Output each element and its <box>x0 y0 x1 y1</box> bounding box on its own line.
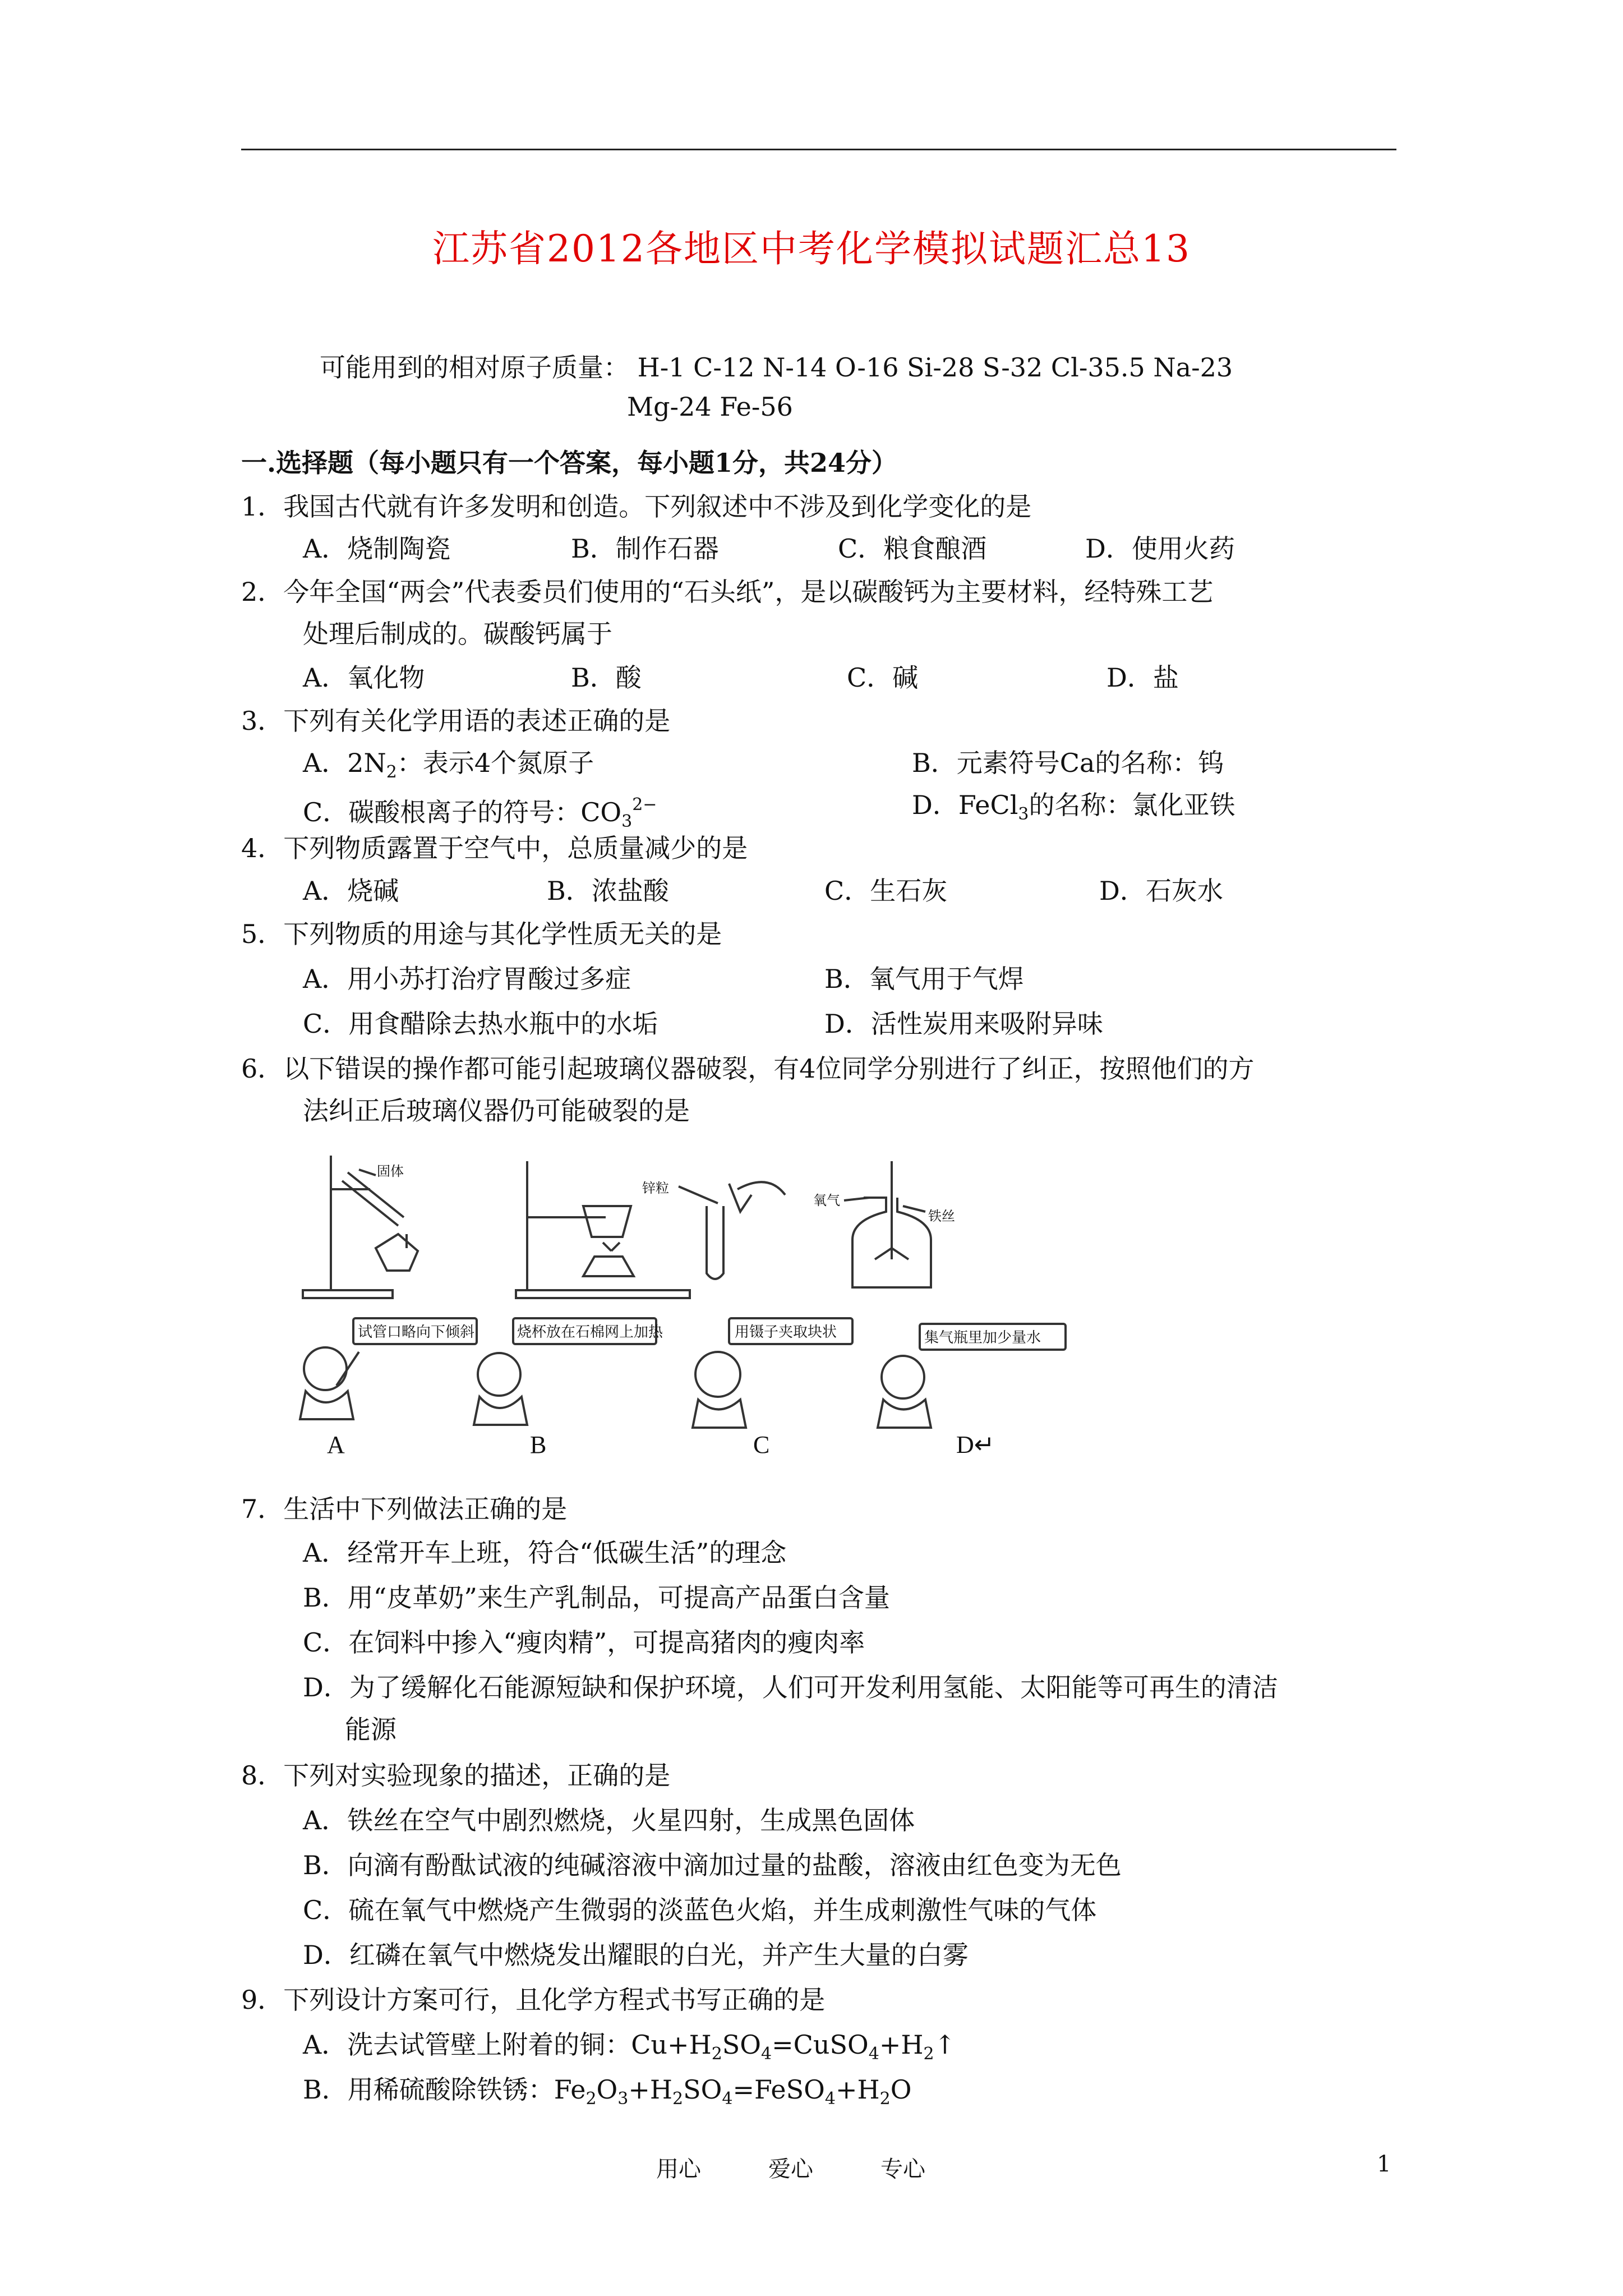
q1-option-d: D．使用火药 <box>1085 533 1235 564</box>
q9-option-b: B．用稀硫酸除铁锈：$Fe_2O_3+H_2SO_4=FeSO_4+H_2O$ <box>303 2074 912 2109</box>
figure-label-c: C <box>753 1431 770 1458</box>
q7-stem: 7．生活中下列做法正确的是 <box>241 1494 568 1524</box>
figure-label-b: B <box>530 1431 547 1458</box>
student-a <box>300 1347 359 1419</box>
q7-option-c: C．在饲料中掺入“瘦肉精”，可提高猪肉的瘦肉率 <box>303 1627 865 1658</box>
bubble-a-text: 试管口略向下倾斜 <box>358 1324 475 1341</box>
q8-stem: 8．下列对实验现象的描述，正确的是 <box>241 1760 671 1791</box>
q3-option-c: C．碳酸根离子的符号：$CO_3^{2-}$ <box>303 795 657 831</box>
q1-option-c: C．粮食酿酒 <box>838 533 987 564</box>
q7-option-d-2: 能源 <box>345 1714 396 1745</box>
apparatus-d <box>844 1161 931 1287</box>
page-number: 1 <box>1377 2151 1391 2177</box>
q2-option-d: D．盐 <box>1106 662 1179 693</box>
bubble-b-text: 烧杯放在石棉网上加热 <box>517 1324 663 1341</box>
q7-option-a: A．经常开车上班，符合“低碳生活”的理念 <box>303 1538 787 1568</box>
atomic-mass-values-1: H-1 C-12 N-14 O-16 Si-28 S-32 Cl-35.5 Na-23 <box>637 352 1233 383</box>
q1-option-a: A．烧制陶瓷 <box>303 533 451 564</box>
q7-option-b: B．用“皮革奶”来生产乳制品，可提高产品蛋白含量 <box>303 1582 890 1613</box>
q4-option-b: B．浓盐酸 <box>547 876 669 906</box>
q1-option-b: B．制作石器 <box>571 533 719 564</box>
tag-a: 固体 <box>377 1163 404 1179</box>
q2-option-b: B．酸 <box>571 662 642 693</box>
q6-stem-1: 6．以下错误的操作都可能引起玻璃仪器破裂，有4位同学分别进行了纠正，按照他们的方 <box>241 1053 1255 1084</box>
q2-option-c: C．碱 <box>847 662 919 693</box>
bubble-d-text: 集气瓶里加少量水 <box>924 1329 1041 1346</box>
page-title: 江苏省2012各地区中考化学模拟试题汇总13 <box>432 227 1191 270</box>
atomic-mass-label <box>320 351 1233 384</box>
q2-option-a: A．氧化物 <box>303 662 425 693</box>
bubble-c-text: 用镊子夹取块状 <box>735 1324 837 1341</box>
q2-stem-2: 处理后制成的。碳酸钙属于 <box>303 619 612 649</box>
q4-option-a: A．烧碱 <box>303 876 399 906</box>
student-c <box>693 1352 746 1428</box>
q8-option-a: A．铁丝在空气中剧烈燃烧，火星四射，生成黑色固体 <box>303 1805 915 1835</box>
q8-option-b: B．向滴有酚酞试液的纯碱溶液中滴加过量的盐酸，溶液由红色变为无色 <box>303 1850 1122 1880</box>
tag-c: 锌粒 <box>642 1180 669 1196</box>
q8-option-c: C．硫在氧气中燃烧产生微弱的淡蓝色火焰，并生成刺激性气味的气体 <box>303 1895 1097 1925</box>
apparatus-c <box>679 1182 785 1279</box>
q5-option-c: C．用食醋除去热水瓶中的水垢 <box>303 1009 658 1039</box>
tag-d-wire: 铁丝 <box>928 1208 955 1224</box>
q4-stem: 4．下列物质露置于空气中，总质量减少的是 <box>241 833 748 863</box>
q9-stem: 9．下列设计方案可行，且化学方程式书写正确的是 <box>241 1985 826 2015</box>
q8-option-d: D．红磷在氧气中燃烧发出耀眼的白光，并产生大量的白雾 <box>303 1940 969 1970</box>
atomic-mass-values-2: Mg-24 Fe-56 <box>627 392 793 422</box>
lab-operations-figure <box>292 1150 1144 1464</box>
header-rule <box>241 149 1396 150</box>
q3-option-d: D．FeCl$_3$的名称：氯化亚铁 <box>912 790 1235 824</box>
student-b <box>474 1353 527 1425</box>
student-d <box>878 1356 931 1428</box>
footer-word-2: 爱心 <box>768 2156 813 2182</box>
q7-option-d-1: D．为了缓解化石能源短缺和保护环境，人们可开发利用氢能、太阳能等可再生的清洁 <box>303 1672 1278 1703</box>
section-heading: 一.选择题（每小题只有一个答案，每小题1分，共24分） <box>241 448 898 478</box>
q3-option-b: B．元素符号Ca的名称：钨 <box>912 748 1224 778</box>
q4-option-c: C．生石灰 <box>824 876 948 906</box>
footer-word-1: 用心 <box>656 2156 701 2182</box>
figure-label-d: D↵ <box>956 1431 995 1458</box>
lab-operations-drawing <box>292 1150 1144 1464</box>
q5-option-d: D．活性炭用来吸附异味 <box>824 1009 1103 1039</box>
q9-option-a: A．洗去试管壁上附着的铜：$Cu+H_2SO_4=CuSO_4+H_2↑$ <box>303 2030 956 2064</box>
q1-stem: 1．我国古代就有许多发明和创造。下列叙述中不涉及到化学变化的是 <box>241 491 1032 522</box>
q6-stem-2: 法纠正后玻璃仪器仍可能破裂的是 <box>303 1096 690 1126</box>
tag-d-oxygen: 氧气 <box>813 1193 840 1208</box>
q3-stem: 3．下列有关化学用语的表述正确的是 <box>241 706 671 736</box>
q5-option-a: A．用小苏打治疗胃酸过多症 <box>303 964 631 994</box>
q2-stem-1: 2．今年全国“两会”代表委员们使用的“石头纸”，是以碳酸钙为主要材料，经特殊工艺 <box>241 577 1214 607</box>
atomic-mass-prefix: 可能用到的相对原子质量： <box>320 352 629 383</box>
q5-stem: 5．下列物质的用途与其化学性质无关的是 <box>241 919 722 949</box>
q3-option-a: A．$2N_2$：表示4个氮原子 <box>303 748 594 782</box>
q4-option-d: D．石灰水 <box>1099 876 1223 906</box>
q5-option-b: B．氧气用于气焊 <box>824 964 1024 994</box>
footer-word-3: 专心 <box>880 2156 925 2182</box>
figure-label-a: A <box>327 1431 345 1458</box>
